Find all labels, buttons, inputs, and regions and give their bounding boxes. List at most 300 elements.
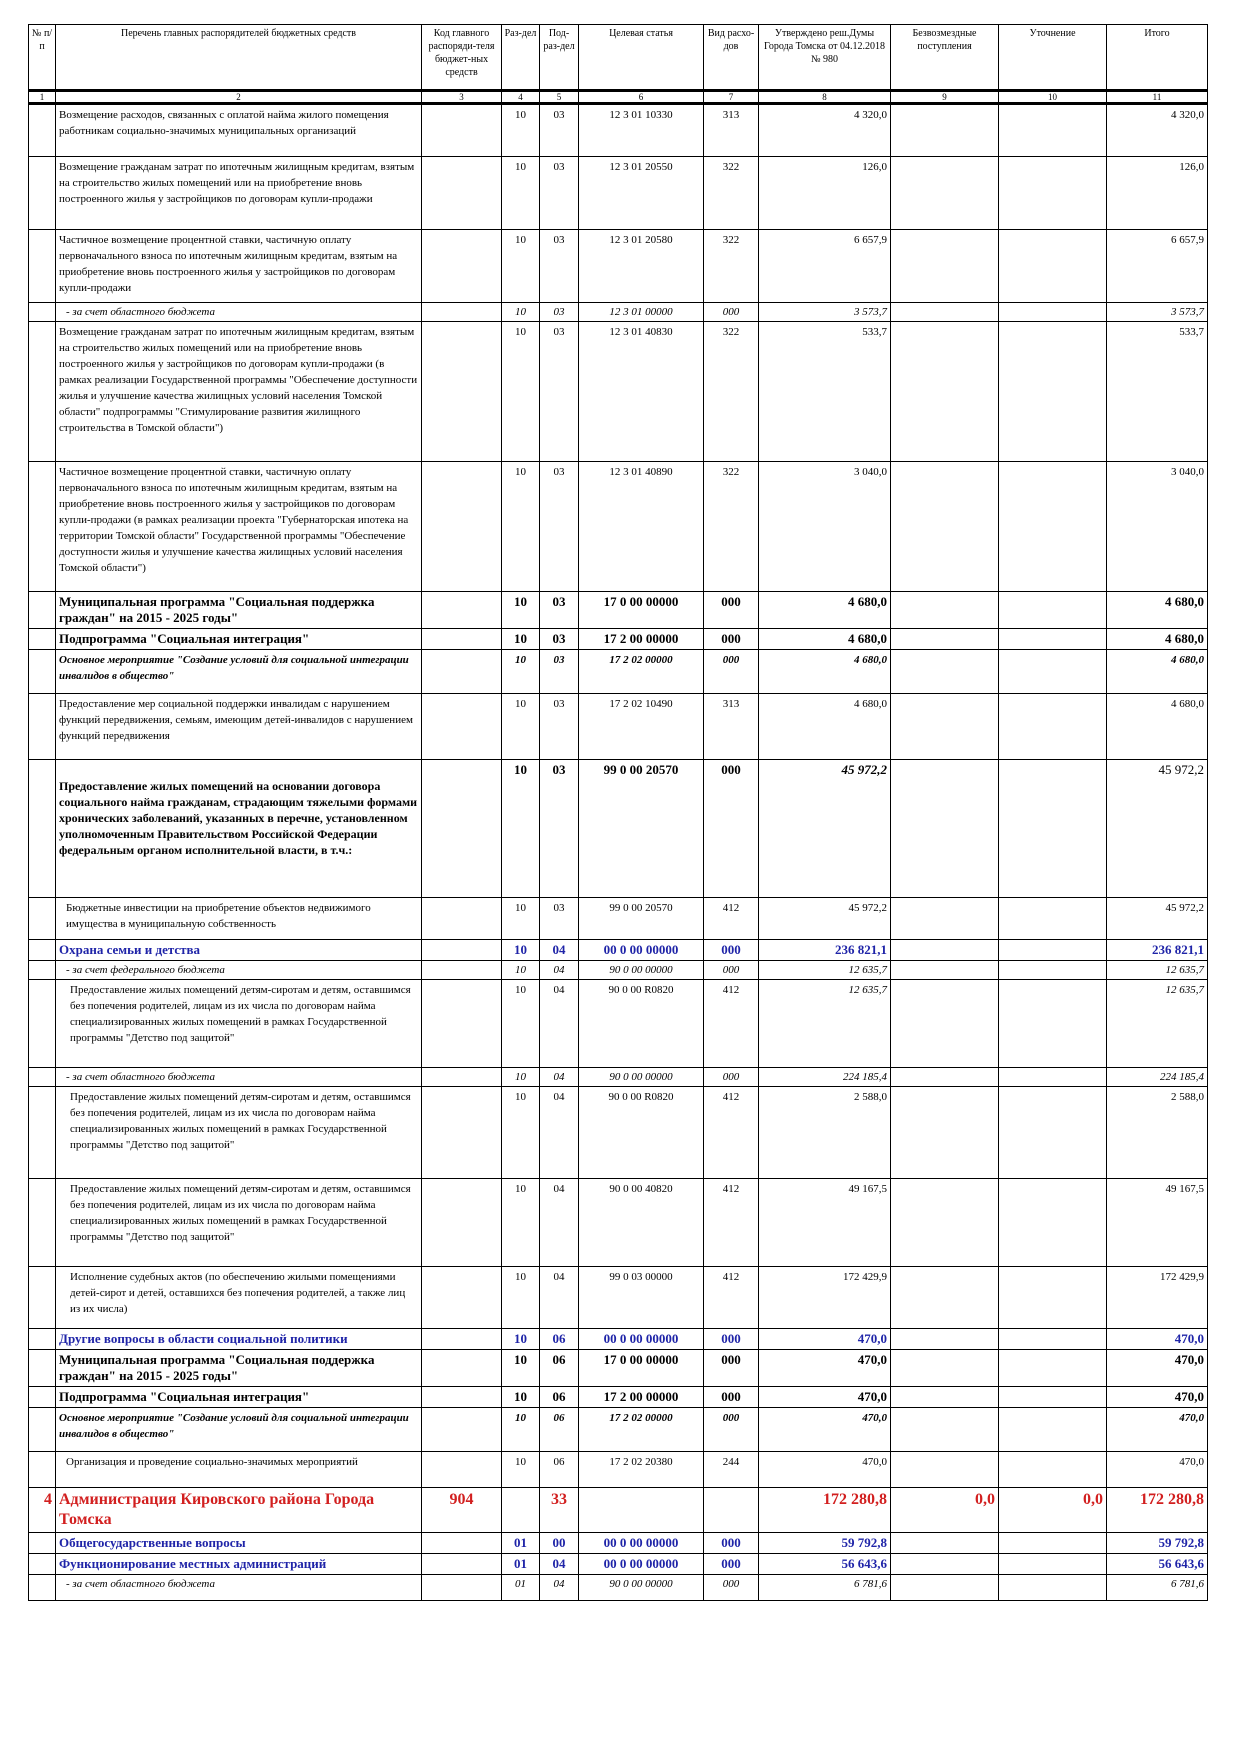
row-vid: 000 <box>704 629 759 650</box>
row-approved: 6 657,9 <box>759 230 891 303</box>
row-code <box>422 1554 502 1575</box>
row-vid: 000 <box>704 1408 759 1452</box>
row-number <box>29 760 56 898</box>
row-target: 90 0 00 00000 <box>579 1068 704 1087</box>
row-code <box>422 157 502 230</box>
row-approved: 4 680,0 <box>759 592 891 629</box>
row-name: - за счет федерального бюджета <box>56 961 422 980</box>
row-total: 172 280,8 <box>1107 1488 1208 1533</box>
row-total: 533,7 <box>1107 322 1208 462</box>
row-free <box>891 1087 999 1179</box>
row-approved: 172 280,8 <box>759 1488 891 1533</box>
row-name: Функционирование местных администраций <box>56 1554 422 1575</box>
row-clarification <box>999 1452 1107 1488</box>
col-number-5: 5 <box>540 91 579 104</box>
row-clarification <box>999 760 1107 898</box>
table-row <box>29 157 1208 230</box>
row-total: 12 635,7 <box>1107 961 1208 980</box>
row-razdel: 10 <box>502 104 540 157</box>
row-razdel: 01 <box>502 1575 540 1601</box>
row-clarification <box>999 1533 1107 1554</box>
row-code <box>422 1533 502 1554</box>
row-vid: 322 <box>704 322 759 462</box>
row-code <box>422 1452 502 1488</box>
row-clarification <box>999 898 1107 940</box>
row-total: 49 167,5 <box>1107 1179 1208 1267</box>
row-approved: 2 588,0 <box>759 1087 891 1179</box>
row-target: 17 0 00 00000 <box>579 1350 704 1387</box>
row-target: 17 2 02 10490 <box>579 694 704 760</box>
row-approved: 470,0 <box>759 1350 891 1387</box>
row-total: 59 792,8 <box>1107 1533 1208 1554</box>
row-target: 00 0 00 00000 <box>579 940 704 961</box>
row-razdel: 10 <box>502 1329 540 1350</box>
table-row <box>29 1267 1208 1329</box>
row-clarification <box>999 1179 1107 1267</box>
row-podrazdel: 03 <box>540 629 579 650</box>
row-podrazdel: 03 <box>540 592 579 629</box>
header-col-target: Целевая статья <box>579 25 704 91</box>
row-podrazdel: 04 <box>540 980 579 1068</box>
row-name: Возмещение расходов, связанных с оплатой найма жилого помещения работникам социально-значимых муниципальных организаций <box>56 104 422 157</box>
row-total: 45 972,2 <box>1107 898 1208 940</box>
row-total: 224 185,4 <box>1107 1068 1208 1087</box>
row-razdel: 10 <box>502 303 540 322</box>
row-clarification <box>999 940 1107 961</box>
row-razdel: 10 <box>502 1267 540 1329</box>
row-code <box>422 760 502 898</box>
row-name: Охрана семьи и детства <box>56 940 422 961</box>
row-total: 56 643,6 <box>1107 1554 1208 1575</box>
row-code <box>422 629 502 650</box>
row-podrazdel: 04 <box>540 1068 579 1087</box>
row-approved: 59 792,8 <box>759 1533 891 1554</box>
row-clarification <box>999 629 1107 650</box>
table-body <box>29 104 1208 1601</box>
row-free <box>891 1452 999 1488</box>
row-name: Подпрограмма "Социальная интеграция" <box>56 629 422 650</box>
table-row <box>29 1554 1208 1575</box>
row-code <box>422 592 502 629</box>
table-row <box>29 1087 1208 1179</box>
row-total: 4 320,0 <box>1107 104 1208 157</box>
row-clarification <box>999 303 1107 322</box>
row-approved: 49 167,5 <box>759 1179 891 1267</box>
header-col-clarification: Уточнение <box>999 25 1107 91</box>
row-name: Возмещение гражданам затрат по ипотечным жилищным кредитам, взятым на строительство жилых помещений или на приобретение вновь построенного жилья у застройщиков по договорам купли-продажи <box>56 157 422 230</box>
row-vid: 000 <box>704 1068 759 1087</box>
row-code <box>422 940 502 961</box>
row-target: 17 2 00 00000 <box>579 1387 704 1408</box>
row-name: Частичное возмещение процентной ставки, частичную оплату первоначального взноса по ипотечным жилищным кредитам, взятым на приобретение вновь построенного жилья у застройщиков по договорам купли-продажи (в рамках реализации проекта "Губернаторская ипотека на территории Томской области" Государственной программы "Обеспечение доступности жилья и улучшение качества жилищных условий населения Томской области") <box>56 462 422 592</box>
row-name: Общегосударственные вопросы <box>56 1533 422 1554</box>
row-name: Муниципальная программа "Социальная поддержка граждан" на 2015 - 2025 годы" <box>56 1350 422 1387</box>
row-number <box>29 1554 56 1575</box>
row-code <box>422 104 502 157</box>
budget-table <box>28 24 1208 1601</box>
row-podrazdel: 03 <box>540 157 579 230</box>
row-approved: 224 185,4 <box>759 1068 891 1087</box>
row-podrazdel: 04 <box>540 1554 579 1575</box>
row-approved: 172 429,9 <box>759 1267 891 1329</box>
row-number <box>29 1068 56 1087</box>
row-vid: 412 <box>704 1267 759 1329</box>
row-number <box>29 322 56 462</box>
row-free <box>891 1179 999 1267</box>
table-row <box>29 1575 1208 1601</box>
header-col-razdel: Раз-дел <box>502 25 540 91</box>
row-number <box>29 1387 56 1408</box>
row-total: 4 680,0 <box>1107 650 1208 694</box>
row-target: 90 0 00 00000 <box>579 961 704 980</box>
row-free <box>891 898 999 940</box>
row-approved: 470,0 <box>759 1329 891 1350</box>
row-razdel: 01 <box>502 1554 540 1575</box>
row-vid: 000 <box>704 303 759 322</box>
row-approved: 56 643,6 <box>759 1554 891 1575</box>
row-podrazdel: 03 <box>540 462 579 592</box>
row-podrazdel: 04 <box>540 940 579 961</box>
row-free <box>891 760 999 898</box>
row-name: Предоставление жилых помещений детям-сиротам и детям, оставшимся без попечения родителей, лицам из их числа по договорам найма специализированных жилых помещений в рамках Государственной программы "Детство под защитой" <box>56 1179 422 1267</box>
row-approved: 12 635,7 <box>759 980 891 1068</box>
row-code <box>422 230 502 303</box>
row-name: Подпрограмма "Социальная интеграция" <box>56 1387 422 1408</box>
row-clarification: 0,0 <box>999 1488 1107 1533</box>
row-name: - за счет областного бюджета <box>56 303 422 322</box>
row-podrazdel: 04 <box>540 1179 579 1267</box>
row-number <box>29 694 56 760</box>
row-code <box>422 1575 502 1601</box>
row-approved: 45 972,2 <box>759 898 891 940</box>
row-vid: 000 <box>704 1533 759 1554</box>
row-name: Предоставление жилых помещений детям-сиротам и детям, оставшимся без попечения родителей, лицам из их числа по договорам найма специализированных жилых помещений в рамках Государственной программы "Детство под защитой" <box>56 1087 422 1179</box>
row-target: 90 0 00 00000 <box>579 1575 704 1601</box>
col-number-9: 9 <box>891 91 999 104</box>
row-total: 6 657,9 <box>1107 230 1208 303</box>
row-free <box>891 592 999 629</box>
row-total: 470,0 <box>1107 1387 1208 1408</box>
table-row <box>29 303 1208 322</box>
row-vid: 000 <box>704 1554 759 1575</box>
row-name: Предоставление мер социальной поддержки инвалидам с нарушением функций передвижения, семьям, имеющим детей-инвалидов с нарушением функций передвижения <box>56 694 422 760</box>
row-razdel: 10 <box>502 1350 540 1387</box>
row-vid: 000 <box>704 940 759 961</box>
table-row <box>29 898 1208 940</box>
header-col-name: Перечень главных распорядителей бюджетных средств <box>56 25 422 91</box>
row-razdel: 10 <box>502 322 540 462</box>
row-podrazdel: 00 <box>540 1533 579 1554</box>
row-name: Предоставление жилых помещений на основании договора социального найма гражданам, страдающим тяжелыми формами хронических заболеваний, указанных в перечне, установленном уполномоченным Правительством Российской Федерации федеральным органом исполнительной власти, в т.ч.: <box>56 760 422 898</box>
header-col-approved: Утверждено реш.Думы Города Томска от 04.12.2018 № 980 <box>759 25 891 91</box>
row-razdel: 10 <box>502 980 540 1068</box>
table-row <box>29 650 1208 694</box>
row-vid: 000 <box>704 1350 759 1387</box>
budget-table-sheet <box>28 24 1207 1601</box>
row-vid: 412 <box>704 1087 759 1179</box>
table-row <box>29 322 1208 462</box>
header-col-number: № п/п <box>29 25 56 91</box>
row-vid: 000 <box>704 1575 759 1601</box>
row-number <box>29 980 56 1068</box>
row-clarification <box>999 462 1107 592</box>
row-vid: 313 <box>704 694 759 760</box>
row-code: 904 <box>422 1488 502 1533</box>
row-razdel: 10 <box>502 1179 540 1267</box>
row-number <box>29 940 56 961</box>
row-vid: 000 <box>704 961 759 980</box>
row-razdel: 10 <box>502 592 540 629</box>
row-number <box>29 1179 56 1267</box>
row-target: 17 2 02 00000 <box>579 1408 704 1452</box>
row-approved: 470,0 <box>759 1408 891 1452</box>
row-clarification <box>999 157 1107 230</box>
col-number-4: 4 <box>502 91 540 104</box>
row-name: - за счет областного бюджета <box>56 1575 422 1601</box>
row-razdel: 10 <box>502 1452 540 1488</box>
row-name: Другие вопросы в области социальной политики <box>56 1329 422 1350</box>
row-name: Возмещение гражданам затрат по ипотечным жилищным кредитам, взятым на строительство жилых помещений или на приобретение вновь построенного жилья у застройщиков по договорам купли-продажи (в рамках реализации Государственной программы "Обеспечение доступности жилья и улучшение качества жилищных условий населения Томской области" подпрограммы "Стимулирование развития жилищного строительства в Томской области") <box>56 322 422 462</box>
table-row <box>29 940 1208 961</box>
row-name: Организация и проведение социально-значимых мероприятий <box>56 1452 422 1488</box>
row-clarification <box>999 961 1107 980</box>
row-approved: 236 821,1 <box>759 940 891 961</box>
row-total: 470,0 <box>1107 1350 1208 1387</box>
row-name: Основное мероприятие "Создание условий для социальной интеграции инвалидов в общество" <box>56 1408 422 1452</box>
row-total: 4 680,0 <box>1107 694 1208 760</box>
row-podrazdel: 03 <box>540 104 579 157</box>
row-clarification <box>999 1408 1107 1452</box>
row-target: 12 3 01 40890 <box>579 462 704 592</box>
row-target: 12 3 01 00000 <box>579 303 704 322</box>
row-approved: 45 972,2 <box>759 760 891 898</box>
row-free <box>891 104 999 157</box>
row-target: 90 0 00 40820 <box>579 1179 704 1267</box>
row-podrazdel: 06 <box>540 1329 579 1350</box>
row-free <box>891 1408 999 1452</box>
row-approved: 4 680,0 <box>759 629 891 650</box>
table-row <box>29 1179 1208 1267</box>
row-code <box>422 650 502 694</box>
col-number-6: 6 <box>579 91 704 104</box>
row-total: 6 781,6 <box>1107 1575 1208 1601</box>
table-row <box>29 1452 1208 1488</box>
col-number-7: 7 <box>704 91 759 104</box>
row-razdel: 10 <box>502 157 540 230</box>
row-podrazdel: 33 <box>540 1488 579 1533</box>
row-name: Предоставление жилых помещений детям-сиротам и детям, оставшимся без попечения родителей, лицам из их числа по договорам найма специализированных жилых помещений в рамках Государственной программы "Детство под защитой" <box>56 980 422 1068</box>
header-col-code: Код главного распоряди-теля бюджет-ных средств <box>422 25 502 91</box>
table-row <box>29 1408 1208 1452</box>
row-target: 17 2 00 00000 <box>579 629 704 650</box>
row-number <box>29 1575 56 1601</box>
row-target: 90 0 00 R0820 <box>579 980 704 1068</box>
row-number <box>29 629 56 650</box>
row-total: 45 972,2 <box>1107 760 1208 898</box>
row-free <box>891 1350 999 1387</box>
row-clarification <box>999 650 1107 694</box>
row-podrazdel: 03 <box>540 898 579 940</box>
row-razdel: 10 <box>502 462 540 592</box>
row-approved: 470,0 <box>759 1452 891 1488</box>
row-total: 126,0 <box>1107 157 1208 230</box>
row-number <box>29 592 56 629</box>
row-approved: 4 680,0 <box>759 650 891 694</box>
row-free <box>891 694 999 760</box>
row-razdel: 10 <box>502 694 540 760</box>
row-code <box>422 1267 502 1329</box>
row-clarification <box>999 1329 1107 1350</box>
row-target: 17 2 02 20380 <box>579 1452 704 1488</box>
row-clarification <box>999 322 1107 462</box>
row-number <box>29 961 56 980</box>
row-target: 12 3 01 20550 <box>579 157 704 230</box>
row-number <box>29 1533 56 1554</box>
row-free <box>891 1575 999 1601</box>
table-row <box>29 980 1208 1068</box>
table-row <box>29 961 1208 980</box>
row-razdel <box>502 1488 540 1533</box>
row-target: 90 0 00 R0820 <box>579 1087 704 1179</box>
row-free <box>891 940 999 961</box>
row-number <box>29 303 56 322</box>
row-code <box>422 1179 502 1267</box>
header-col-free: Безвозмездные поступления <box>891 25 999 91</box>
table-row <box>29 629 1208 650</box>
row-target: 99 0 00 20570 <box>579 898 704 940</box>
table-row <box>29 230 1208 303</box>
col-number-2: 2 <box>56 91 422 104</box>
row-name: Исполнение судебных актов (по обеспечению жилыми помещениями детей-сирот и детей, оставшихся без попечения родителей, а также лиц из их числа) <box>56 1267 422 1329</box>
row-total: 236 821,1 <box>1107 940 1208 961</box>
row-free: 0,0 <box>891 1488 999 1533</box>
table-row <box>29 1488 1208 1533</box>
row-vid: 322 <box>704 462 759 592</box>
row-free <box>891 1554 999 1575</box>
table-row <box>29 104 1208 157</box>
row-vid: 000 <box>704 1387 759 1408</box>
row-code <box>422 1329 502 1350</box>
row-podrazdel: 03 <box>540 322 579 462</box>
row-number <box>29 230 56 303</box>
row-razdel: 10 <box>502 1408 540 1452</box>
row-clarification <box>999 1068 1107 1087</box>
row-name: Бюджетные инвестиции на приобретение объектов недвижимого имущества в муниципальную собственность <box>56 898 422 940</box>
row-podrazdel: 03 <box>540 694 579 760</box>
row-razdel: 10 <box>502 650 540 694</box>
row-podrazdel: 03 <box>540 230 579 303</box>
row-free <box>891 1068 999 1087</box>
col-number-10: 10 <box>999 91 1107 104</box>
table-row <box>29 694 1208 760</box>
row-vid: 000 <box>704 760 759 898</box>
row-approved: 3 040,0 <box>759 462 891 592</box>
row-approved: 4 320,0 <box>759 104 891 157</box>
row-name: Основное мероприятие "Создание условий для социальной интеграции инвалидов в общество" <box>56 650 422 694</box>
row-razdel: 10 <box>502 898 540 940</box>
row-vid: 313 <box>704 104 759 157</box>
row-razdel: 10 <box>502 1068 540 1087</box>
row-target: 17 0 00 00000 <box>579 592 704 629</box>
row-podrazdel: 04 <box>540 1267 579 1329</box>
row-vid <box>704 1488 759 1533</box>
row-code <box>422 462 502 592</box>
row-vid: 000 <box>704 1329 759 1350</box>
row-total: 4 680,0 <box>1107 629 1208 650</box>
row-number <box>29 650 56 694</box>
row-name: Администрация Кировского района Города Томска <box>56 1488 422 1533</box>
row-code <box>422 322 502 462</box>
row-code <box>422 1350 502 1387</box>
row-total: 3 573,7 <box>1107 303 1208 322</box>
row-vid: 322 <box>704 157 759 230</box>
row-razdel: 10 <box>502 230 540 303</box>
row-total: 3 040,0 <box>1107 462 1208 592</box>
row-target: 99 0 00 20570 <box>579 760 704 898</box>
row-number <box>29 898 56 940</box>
row-free <box>891 462 999 592</box>
row-approved: 533,7 <box>759 322 891 462</box>
row-code <box>422 898 502 940</box>
row-clarification <box>999 694 1107 760</box>
row-name: Муниципальная программа "Социальная поддержка граждан" на 2015 - 2025 годы" <box>56 592 422 629</box>
row-free <box>891 980 999 1068</box>
row-free <box>891 230 999 303</box>
row-podrazdel: 03 <box>540 303 579 322</box>
row-number <box>29 1087 56 1179</box>
row-approved: 126,0 <box>759 157 891 230</box>
row-total: 172 429,9 <box>1107 1267 1208 1329</box>
row-podrazdel: 04 <box>540 961 579 980</box>
col-number-1: 1 <box>29 91 56 104</box>
row-free <box>891 650 999 694</box>
row-free <box>891 322 999 462</box>
row-vid: 000 <box>704 650 759 694</box>
row-vid: 412 <box>704 898 759 940</box>
row-total: 12 635,7 <box>1107 980 1208 1068</box>
row-target: 00 0 00 00000 <box>579 1329 704 1350</box>
row-vid: 412 <box>704 1179 759 1267</box>
row-code <box>422 1387 502 1408</box>
row-number <box>29 157 56 230</box>
row-razdel: 10 <box>502 629 540 650</box>
row-total: 2 588,0 <box>1107 1087 1208 1179</box>
row-podrazdel: 06 <box>540 1350 579 1387</box>
col-number-11: 11 <box>1107 91 1208 104</box>
row-clarification <box>999 1267 1107 1329</box>
row-clarification <box>999 1387 1107 1408</box>
row-target: 12 3 01 10330 <box>579 104 704 157</box>
row-free <box>891 157 999 230</box>
table-row <box>29 1350 1208 1387</box>
row-free <box>891 1329 999 1350</box>
row-name: - за счет областного бюджета <box>56 1068 422 1087</box>
row-podrazdel: 06 <box>540 1387 579 1408</box>
row-target: 12 3 01 20580 <box>579 230 704 303</box>
row-clarification <box>999 230 1107 303</box>
row-approved: 470,0 <box>759 1387 891 1408</box>
row-podrazdel: 06 <box>540 1452 579 1488</box>
row-razdel: 10 <box>502 1387 540 1408</box>
row-target: 12 3 01 40830 <box>579 322 704 462</box>
row-number <box>29 1408 56 1452</box>
row-clarification <box>999 1087 1107 1179</box>
row-code <box>422 980 502 1068</box>
row-code <box>422 1068 502 1087</box>
row-vid: 322 <box>704 230 759 303</box>
header-number-row <box>29 91 1208 104</box>
row-clarification <box>999 1554 1107 1575</box>
